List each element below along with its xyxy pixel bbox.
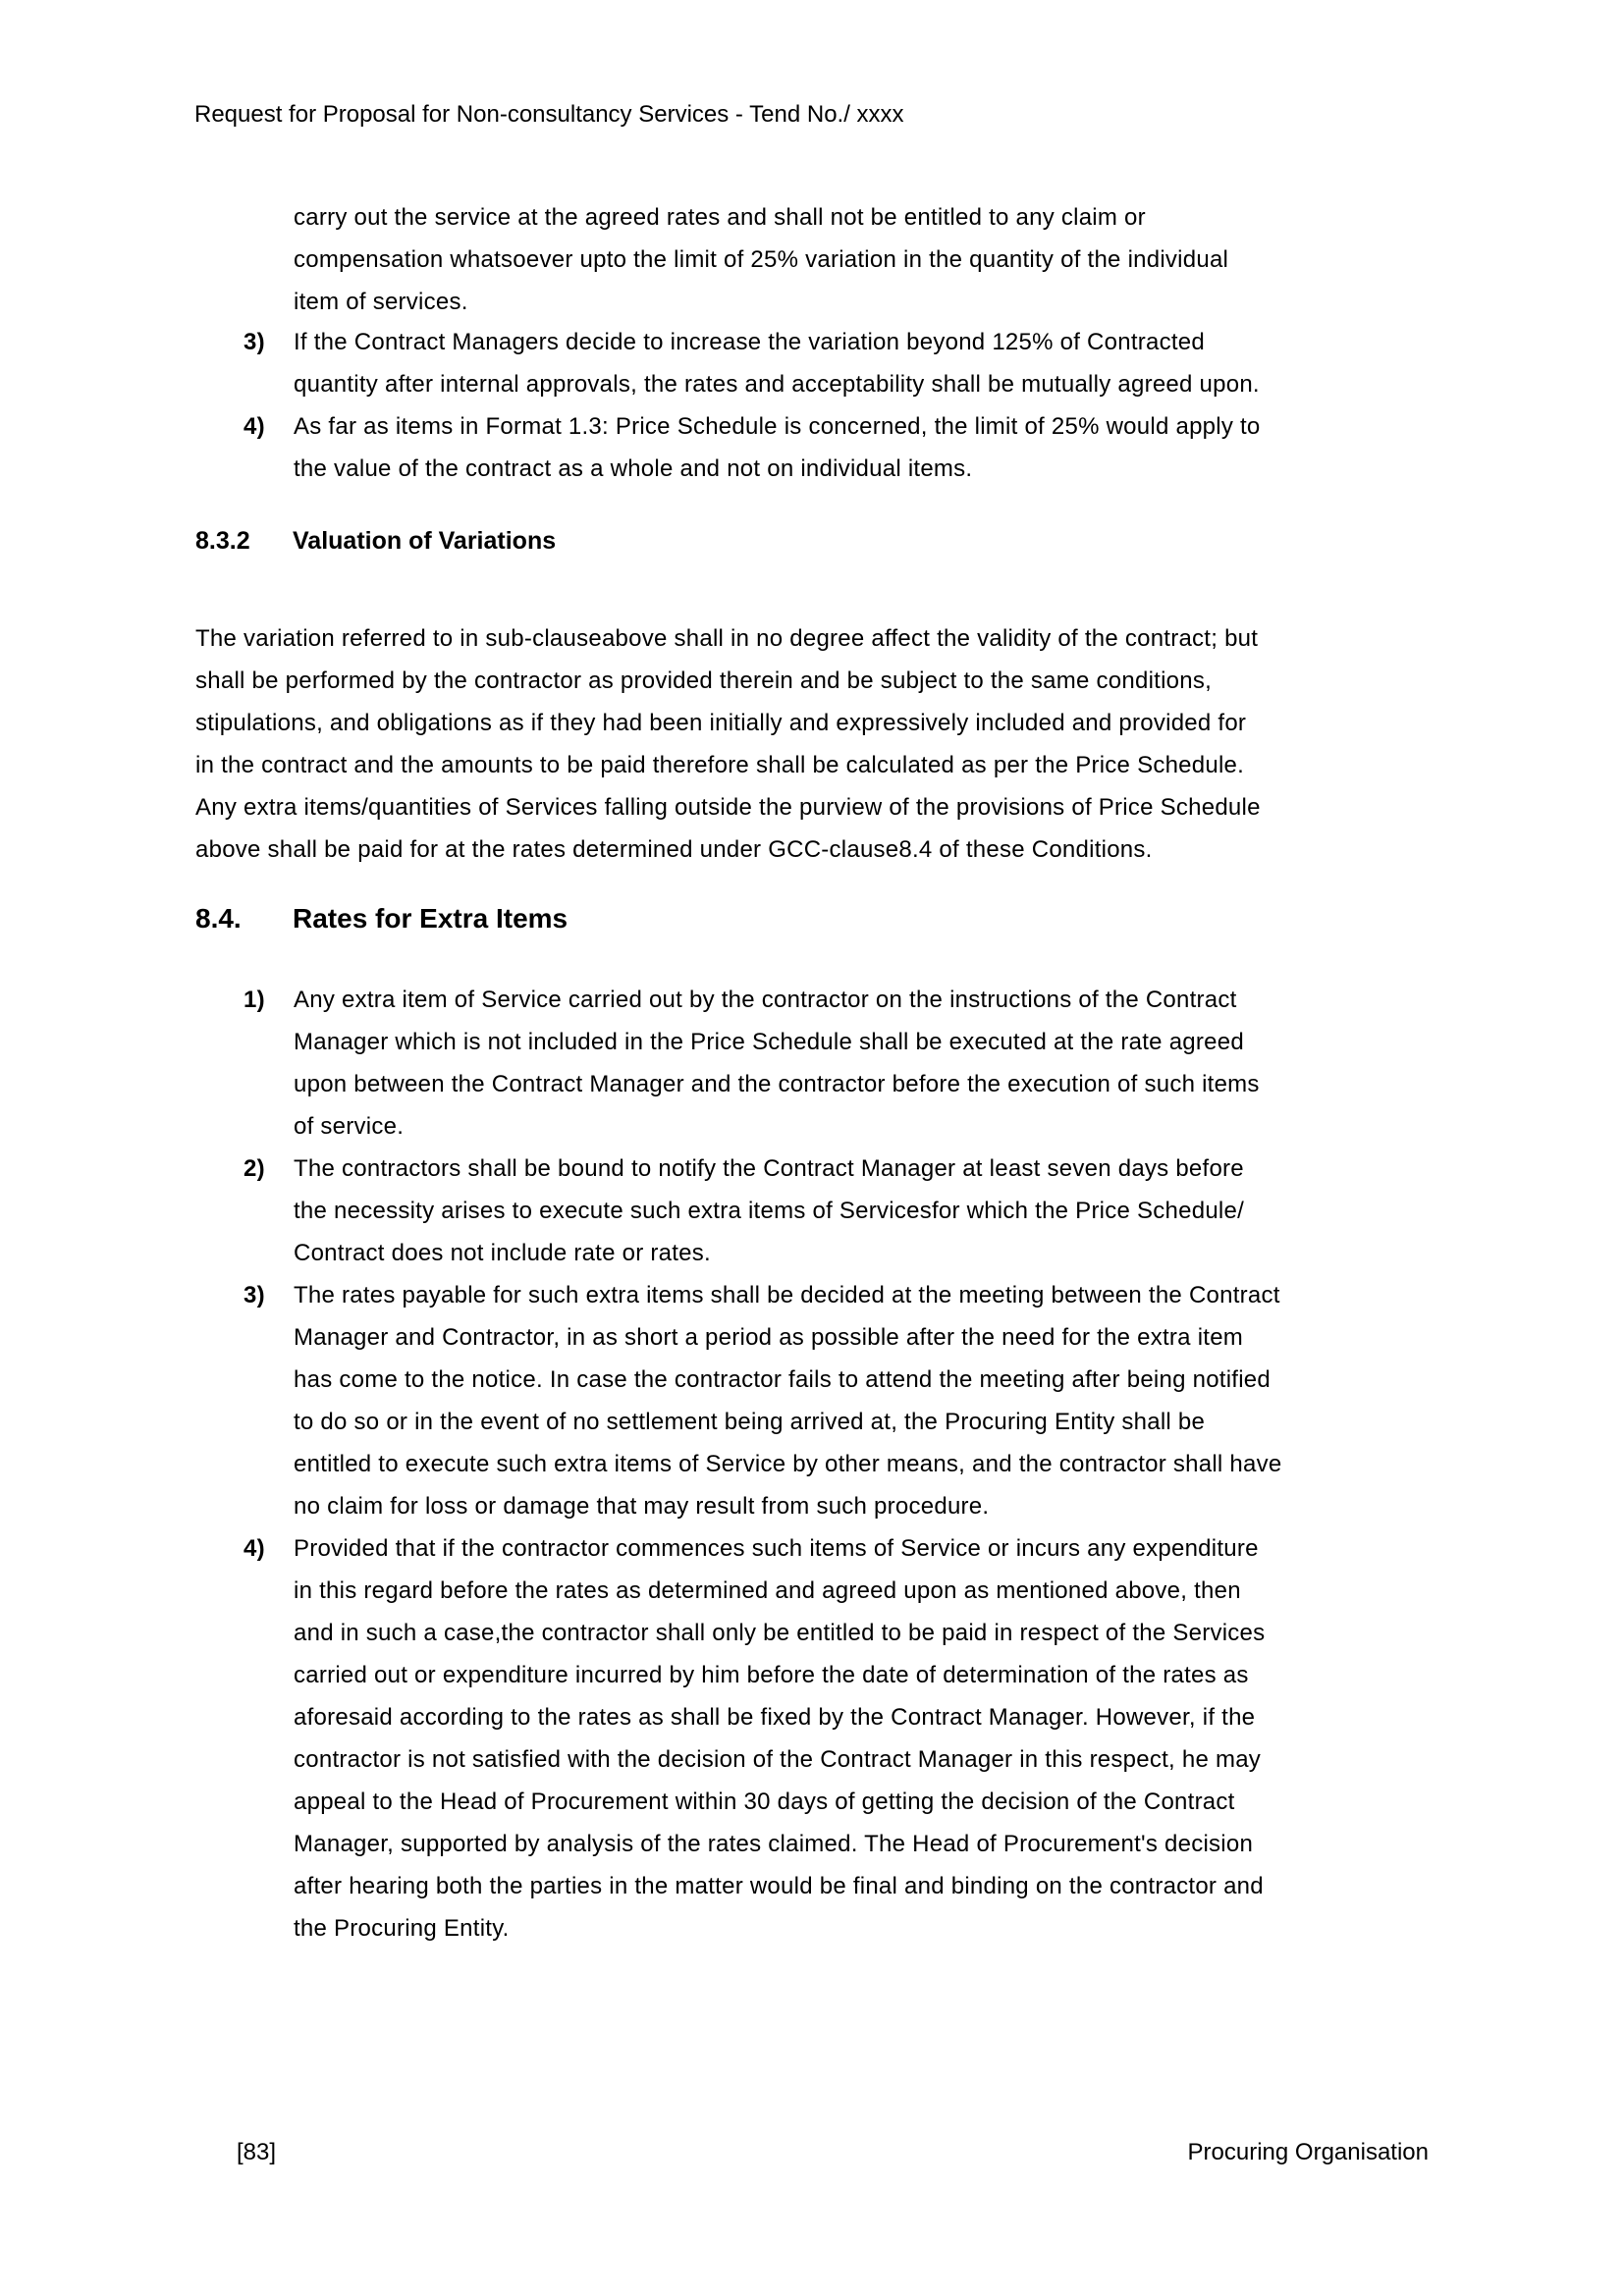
text-line: has come to the notice. In case the contractor fails to attend the meeting after being notified — [294, 1366, 1271, 1393]
list-item-text — [294, 321, 1260, 405]
text-line: the Procuring Entity. — [294, 1915, 510, 1942]
footer-organisation: Procuring Organisation — [1187, 2139, 1429, 2165]
list-item-text — [294, 979, 1260, 1148]
text-line: Any extra items/quantities of Services falling outside the purview of the provisions of Price Schedule — [195, 794, 1261, 821]
text-line: and in such a case,the contractor shall only be entitled to be paid in respect of the Services — [294, 1620, 1266, 1646]
section-number: 8.4. — [195, 903, 242, 934]
page-header-title: Request for Proposal for Non-consultancy Services - Tend No./ xxxx — [194, 101, 904, 128]
footer-page-number: [83] — [237, 2139, 277, 2165]
list-item-number: 1) — [244, 987, 265, 1013]
text-line: in the contract and the amounts to be paid therefore shall be calculated as per the Price Schedule. — [195, 752, 1245, 778]
section-heading-8-4 — [195, 897, 568, 939]
valuation-of-variations-paragraph — [195, 617, 1261, 871]
text-line: quantity after internal approvals, the rates and acceptability shall be mutually agreed upon. — [294, 371, 1260, 398]
text-line: entitled to execute such extra items of Service by other means, and the contractor shall have — [294, 1451, 1282, 1477]
text-line: Contract does not include rate or rates. — [294, 1240, 711, 1266]
text-line: item of services. — [294, 289, 468, 315]
rates-for-extra-items-list — [244, 979, 1281, 1949]
text-line: above shall be paid for at the rates determined under GCC-clause8.4 of these Conditions. — [195, 836, 1153, 863]
list-item-text — [294, 1274, 1281, 1527]
text-line: the value of the contract as a whole and not on individual items. — [294, 455, 973, 482]
text-line: stipulations, and obligations as if they had been initially and expressively included and provided for — [195, 710, 1247, 736]
text-line: in this regard before the rates as determined and agreed upon as mentioned above, then — [294, 1577, 1241, 1604]
text-line: of service. — [294, 1113, 405, 1140]
text-line: If the Contract Managers decide to increase the variation beyond 125% of Contracted — [294, 329, 1205, 355]
text-line: no claim for loss or damage that may result from such procedure. — [294, 1493, 990, 1520]
list-item-number: 3) — [244, 329, 265, 355]
text-line: Manager, supported by analysis of the rates claimed. The Head of Procurement's decision — [294, 1831, 1254, 1857]
list-item-number: 3) — [244, 1282, 265, 1308]
list-item-text — [294, 405, 1261, 490]
page-footer — [237, 2136, 1429, 2169]
section-number: 8.3.2 — [195, 527, 250, 555]
text-line: compensation whatsoever upto the limit of 25% variation in the quantity of the individual — [294, 246, 1229, 273]
text-line: Manager and Contractor, in as short a period as possible after the need for the extra item — [294, 1324, 1244, 1351]
list-item — [244, 405, 1261, 490]
list-item — [244, 1274, 1281, 1527]
list-item — [244, 979, 1281, 1148]
list-item-text — [294, 1148, 1244, 1274]
text-line: contractor is not satisfied with the decision of the Contract Manager in this respect, he may — [294, 1746, 1262, 1773]
list-item — [244, 321, 1261, 405]
text-line: The contractors shall be bound to notify the Contract Manager at least seven days before — [294, 1155, 1244, 1182]
text-line: As far as items in Format 1.3: Price Schedule is concerned, the limit of 25% would apply to — [294, 413, 1261, 440]
text-line: appeal to the Head of Procurement within 30 days of getting the decision of the Contract — [294, 1789, 1235, 1815]
text-line: Provided that if the contractor commences such items of Service or incurs any expenditure — [294, 1535, 1259, 1562]
text-line: Manager which is not included in the Price Schedule shall be executed at the rate agreed — [294, 1029, 1244, 1055]
text-line: after hearing both the parties in the matter would be final and binding on the contractor and — [294, 1873, 1264, 1899]
text-line: The rates payable for such extra items shall be decided at the meeting between the Contract — [294, 1282, 1280, 1308]
list-item — [244, 1148, 1281, 1274]
text-line: Any extra item of Service carried out by the contractor on the instructions of the Contract — [294, 987, 1237, 1013]
text-line: carry out the service at the agreed rates and shall not be entitled to any claim or — [294, 204, 1146, 231]
list-item-text — [294, 1527, 1265, 1949]
section-heading-8-3-2 — [195, 520, 556, 562]
list-item-number: 4) — [244, 1535, 265, 1562]
variation-conditions-list — [244, 321, 1261, 490]
list-item-number: 4) — [244, 413, 265, 440]
text-line: upon between the Contract Manager and the contractor before the execution of such items — [294, 1071, 1260, 1097]
carryover-paragraph — [294, 196, 1228, 323]
text-line: the necessity arises to execute such extra items of Servicesfor which the Price Schedule/ — [294, 1198, 1245, 1224]
section-title: Rates for Extra Items — [293, 903, 568, 934]
text-line: to do so or in the event of no settlement being arrived at, the Procuring Entity shall be — [294, 1409, 1206, 1435]
list-item — [244, 1527, 1281, 1949]
section-title: Valuation of Variations — [293, 527, 557, 555]
list-item-number: 2) — [244, 1155, 265, 1182]
text-line: The variation referred to in sub-clauseabove shall in no degree affect the validity of the contract; but — [195, 625, 1259, 652]
text-line: aforesaid according to the rates as shall be fixed by the Contract Manager. However, if the — [294, 1704, 1256, 1731]
text-line: carried out or expenditure incurred by him before the date of determination of the rates as — [294, 1662, 1249, 1688]
text-line: shall be performed by the contractor as provided therein and be subject to the same conditions, — [195, 667, 1213, 694]
